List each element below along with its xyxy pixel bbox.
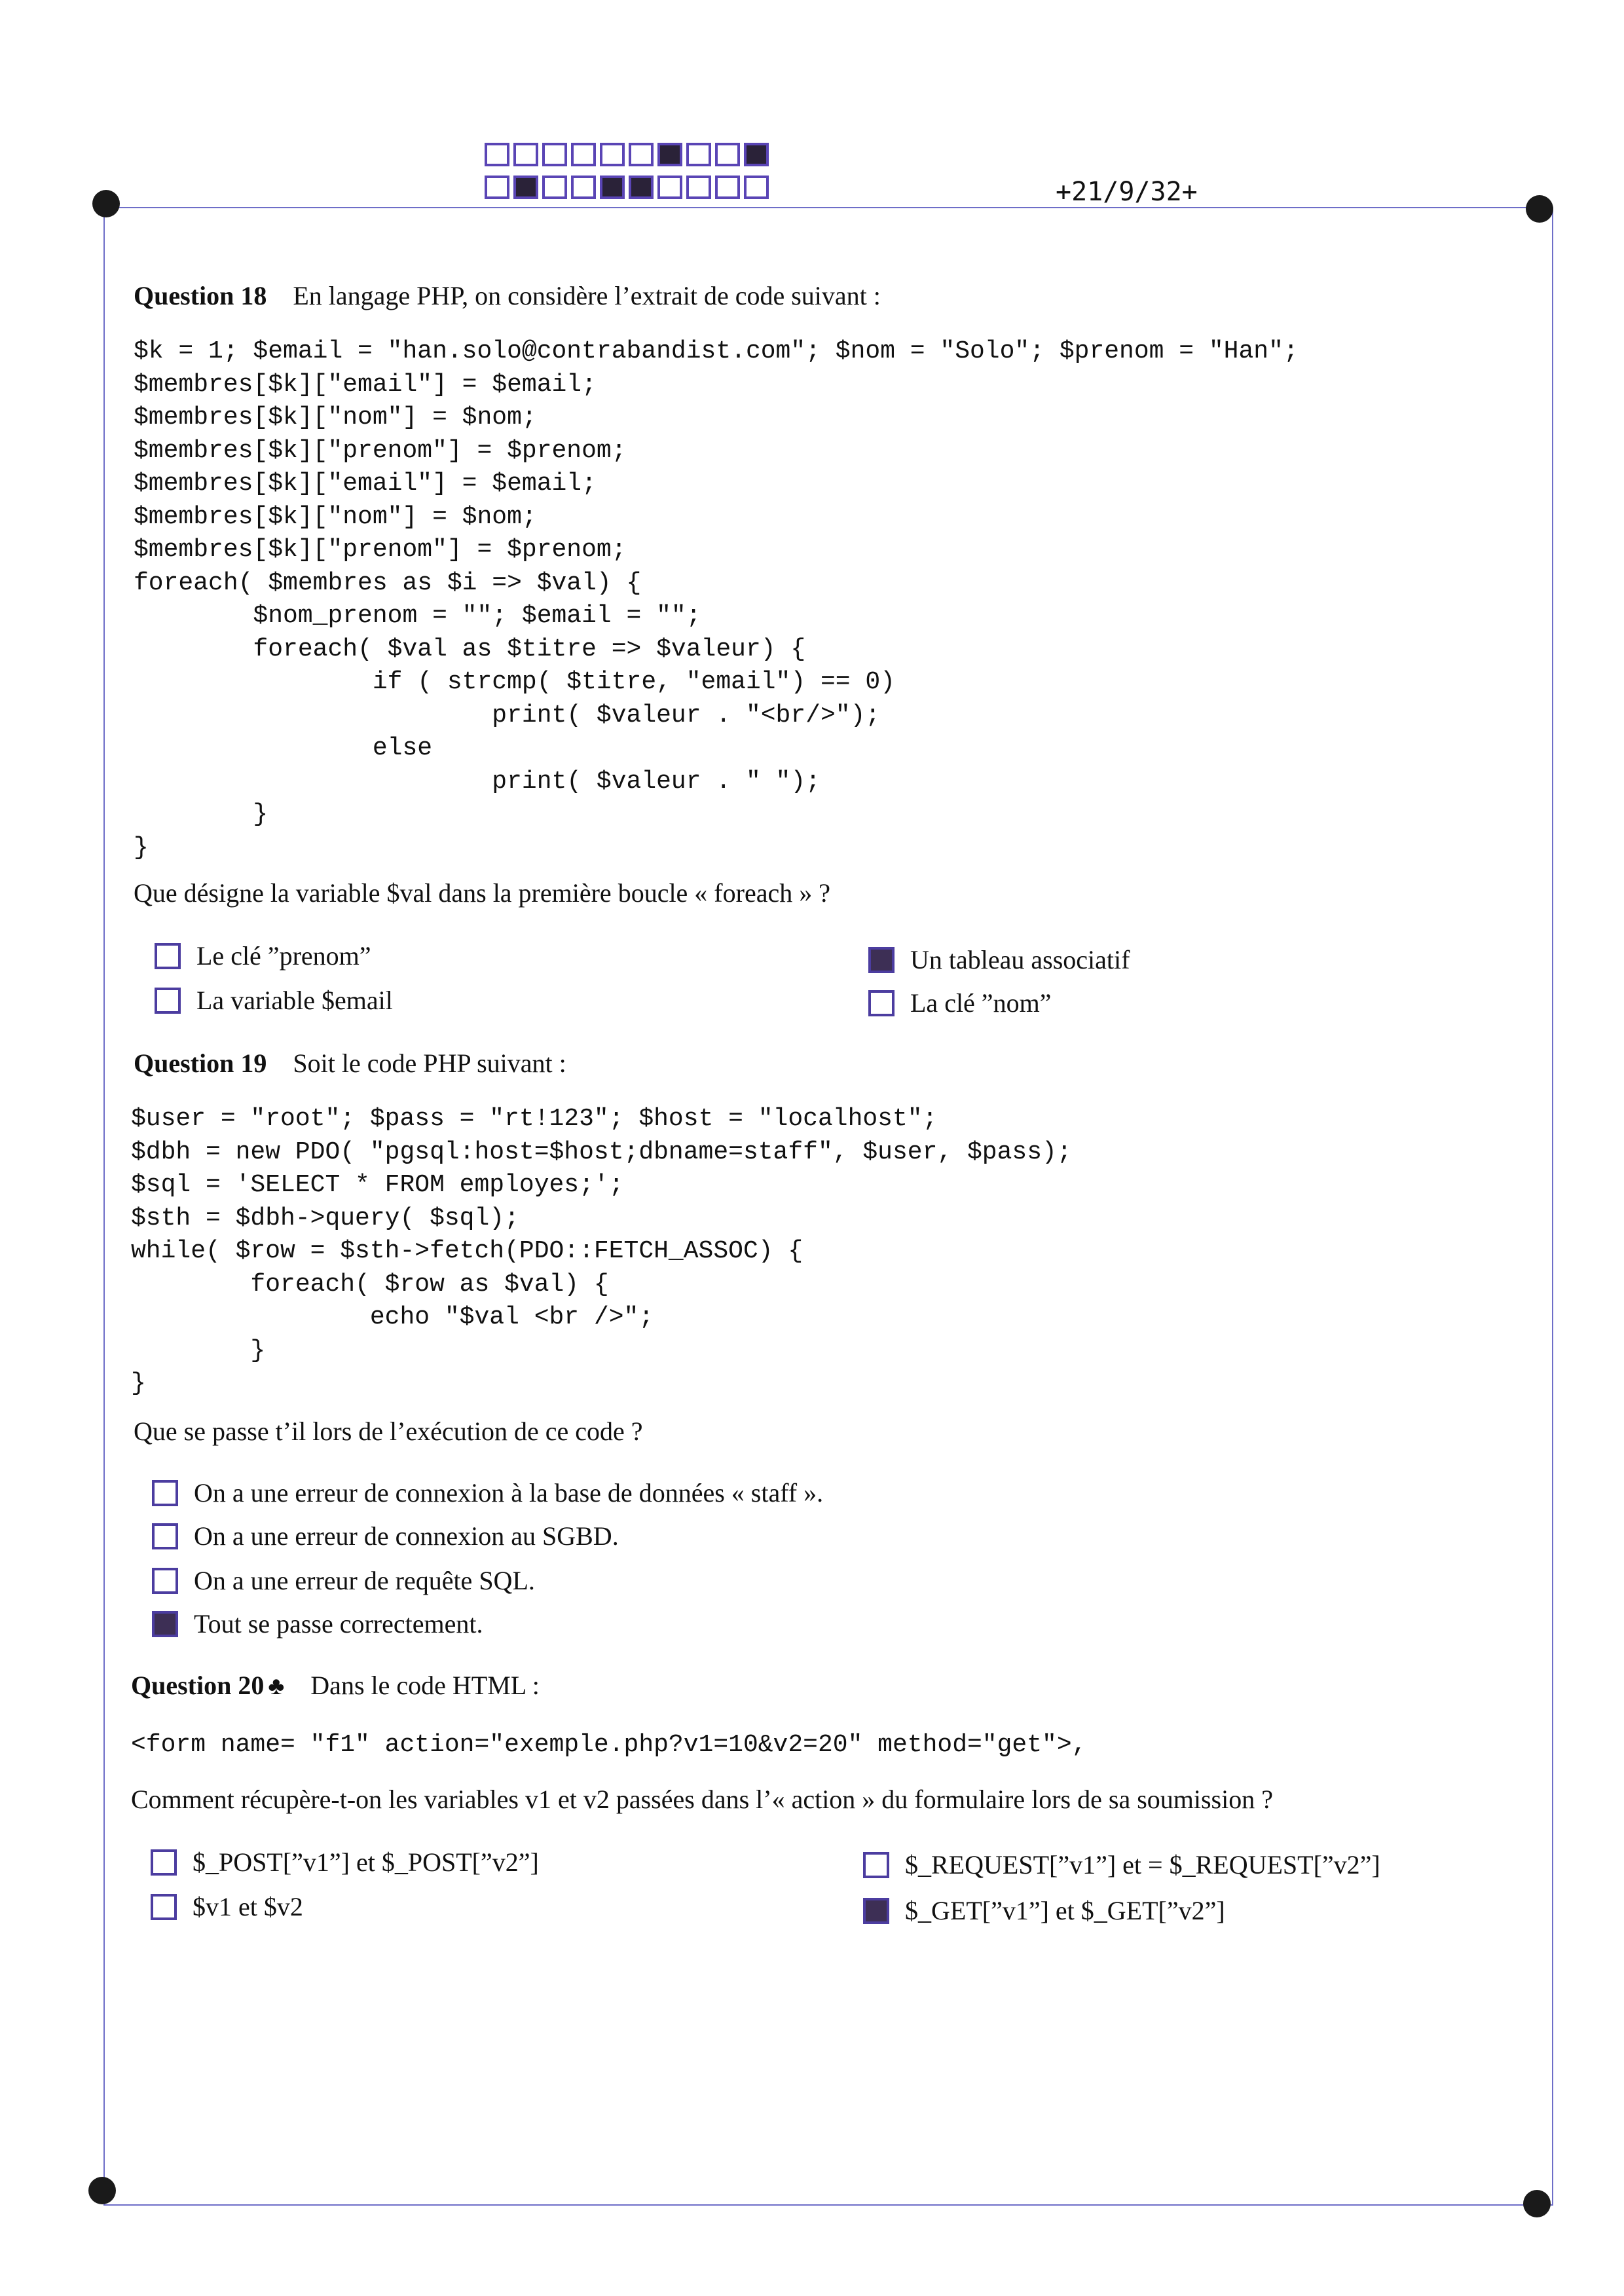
corner-mark-bottom-right bbox=[1523, 2190, 1551, 2217]
answer-label: $_REQUEST[”v1”] et = $_REQUEST[”v2”] bbox=[905, 1850, 1380, 1879]
answer-label: $v1 et $v2 bbox=[193, 1892, 303, 1921]
answer-label: La clé ”nom” bbox=[910, 988, 1052, 1018]
q20-answer-3[interactable] bbox=[863, 1849, 1380, 1880]
q18-answer-1[interactable] bbox=[155, 940, 371, 971]
answer-label: $_POST[”v1”] et $_POST[”v2”] bbox=[193, 1847, 539, 1877]
barcode-cell bbox=[600, 176, 625, 199]
club-icon: ♣ bbox=[268, 1673, 285, 1700]
barcode-cell bbox=[629, 143, 654, 166]
q18-answer-4[interactable] bbox=[868, 988, 1051, 1018]
barcode-cell bbox=[600, 143, 625, 166]
answer-label: On a une erreur de connexion à la base de données « staff ». bbox=[194, 1478, 824, 1508]
answer-label: $_GET[”v1”] et $_GET[”v2”] bbox=[905, 1896, 1225, 1925]
barcode-cell bbox=[715, 176, 740, 199]
q19-prompt: Que se passe t’il lors de l’exécution de ce code ? bbox=[134, 1416, 643, 1446]
answer-label: On a une erreur de requête SQL. bbox=[194, 1566, 535, 1595]
q20-prompt: Comment récupère-t-on les variables v1 et v2 passées dans l’« action » du formulaire lors de sa soumission ? bbox=[131, 1785, 1273, 1814]
corner-mark-bottom-left bbox=[88, 2177, 116, 2204]
checkbox[interactable] bbox=[152, 1568, 178, 1594]
barcode-row-2 bbox=[485, 176, 769, 199]
checkbox[interactable] bbox=[868, 947, 895, 973]
q18-intro: En langage PHP, on considère l’extrait de code suivant : bbox=[293, 281, 881, 310]
barcode-cell bbox=[744, 143, 769, 166]
checkbox[interactable] bbox=[151, 1849, 177, 1876]
checkbox[interactable] bbox=[155, 988, 181, 1014]
barcode-cell bbox=[657, 143, 682, 166]
q18-prompt: Que désigne la variable $val dans la première boucle « foreach » ? bbox=[134, 878, 830, 908]
corner-mark-top-right bbox=[1526, 195, 1553, 223]
q19-intro: Soit le code PHP suivant : bbox=[293, 1048, 566, 1078]
barcode-cell bbox=[542, 143, 567, 166]
q19-answer-1[interactable] bbox=[152, 1477, 823, 1508]
answer-label: Un tableau associatif bbox=[910, 945, 1130, 974]
checkbox[interactable] bbox=[863, 1852, 889, 1878]
q19-answer-2[interactable] bbox=[152, 1521, 619, 1551]
q18-number: Question 18 bbox=[134, 281, 267, 310]
q20-answer-1[interactable] bbox=[151, 1847, 539, 1878]
barcode-cell bbox=[686, 176, 711, 199]
q19-code: $user = "root"; $pass = "rt!123"; $host = "localhost"; $dbh = new PDO( "pgsql:host=$host;dbname=staff", $user, $pass); $sql = 'SELECT * FROM employes;'; $sth = $dbh->query( $sql); while( $row = $sth->fetch(PDO::FETCH_ASSOC) { foreach( $row as $val) { echo "$val <br />"; } } bbox=[131, 1105, 1072, 1398]
corner-mark-top-left bbox=[92, 190, 120, 217]
q19-answer-4[interactable] bbox=[152, 1608, 483, 1639]
checkbox[interactable] bbox=[152, 1523, 178, 1549]
q20-heading bbox=[131, 1670, 540, 1701]
barcode-cell bbox=[513, 143, 538, 166]
answer-label: Le clé ”prenom” bbox=[196, 941, 371, 971]
barcode-row-1 bbox=[485, 143, 769, 166]
checkbox[interactable] bbox=[868, 990, 895, 1016]
barcode-cell bbox=[744, 176, 769, 199]
barcode-cell bbox=[686, 143, 711, 166]
checkbox[interactable] bbox=[152, 1611, 178, 1637]
q18-answer-2[interactable] bbox=[155, 985, 393, 1016]
barcode-cell bbox=[629, 176, 654, 199]
answer-label: On a une erreur de connexion au SGBD. bbox=[194, 1521, 619, 1551]
q19-number: Question 19 bbox=[134, 1048, 267, 1078]
checkbox[interactable] bbox=[152, 1480, 178, 1506]
q18-answer-3[interactable] bbox=[868, 944, 1130, 975]
barcode-cell bbox=[485, 176, 509, 199]
q20-answer-4[interactable] bbox=[863, 1895, 1225, 1926]
answer-label: La variable $email bbox=[196, 986, 393, 1015]
checkbox[interactable] bbox=[151, 1894, 177, 1920]
barcode-cell bbox=[715, 143, 740, 166]
q20-code: <form name= "f1" action="exemple.php?v1=10&v2=20" method="get">, bbox=[131, 1731, 1087, 1759]
answer-label: Tout se passe correctement. bbox=[194, 1609, 483, 1639]
checkbox[interactable] bbox=[863, 1898, 889, 1924]
q19-heading bbox=[134, 1048, 566, 1079]
barcode-cell bbox=[657, 176, 682, 199]
barcode-cell bbox=[571, 176, 596, 199]
q19-answer-3[interactable] bbox=[152, 1565, 535, 1596]
checkbox[interactable] bbox=[155, 943, 181, 969]
q18-heading bbox=[134, 280, 881, 311]
barcode-cell bbox=[571, 143, 596, 166]
page-id: +21/9/32+ bbox=[1056, 177, 1198, 207]
barcode-cell bbox=[542, 176, 567, 199]
barcode-cell bbox=[513, 176, 538, 199]
barcode-cell bbox=[485, 143, 509, 166]
q20-answer-2[interactable] bbox=[151, 1891, 303, 1922]
q18-code: $k = 1; $email = "han.solo@contrabandist.com"; $nom = "Solo"; $prenom = "Han"; $membres[$k]["email"] = $email; $membres[$k]["nom"] = $nom; $membres[$k]["prenom"] = $prenom; $membres[$k]["email"] = $email; $membres[$k]["nom"] = $nom; $membres[$k]["prenom"] = $prenom; foreach( $membres as $i => $val) { $nom_prenom = ""; $email = ""; foreach( $val as $titre => $valeur) { if ( strcmp( $titre, "email") == 0) print( $valeur . "<br/>"); else print( $valeur . " "); } } bbox=[134, 337, 1299, 862]
q20-intro: Dans le code HTML : bbox=[310, 1671, 540, 1700]
q20-number: Question 20 ♣ bbox=[131, 1671, 285, 1700]
